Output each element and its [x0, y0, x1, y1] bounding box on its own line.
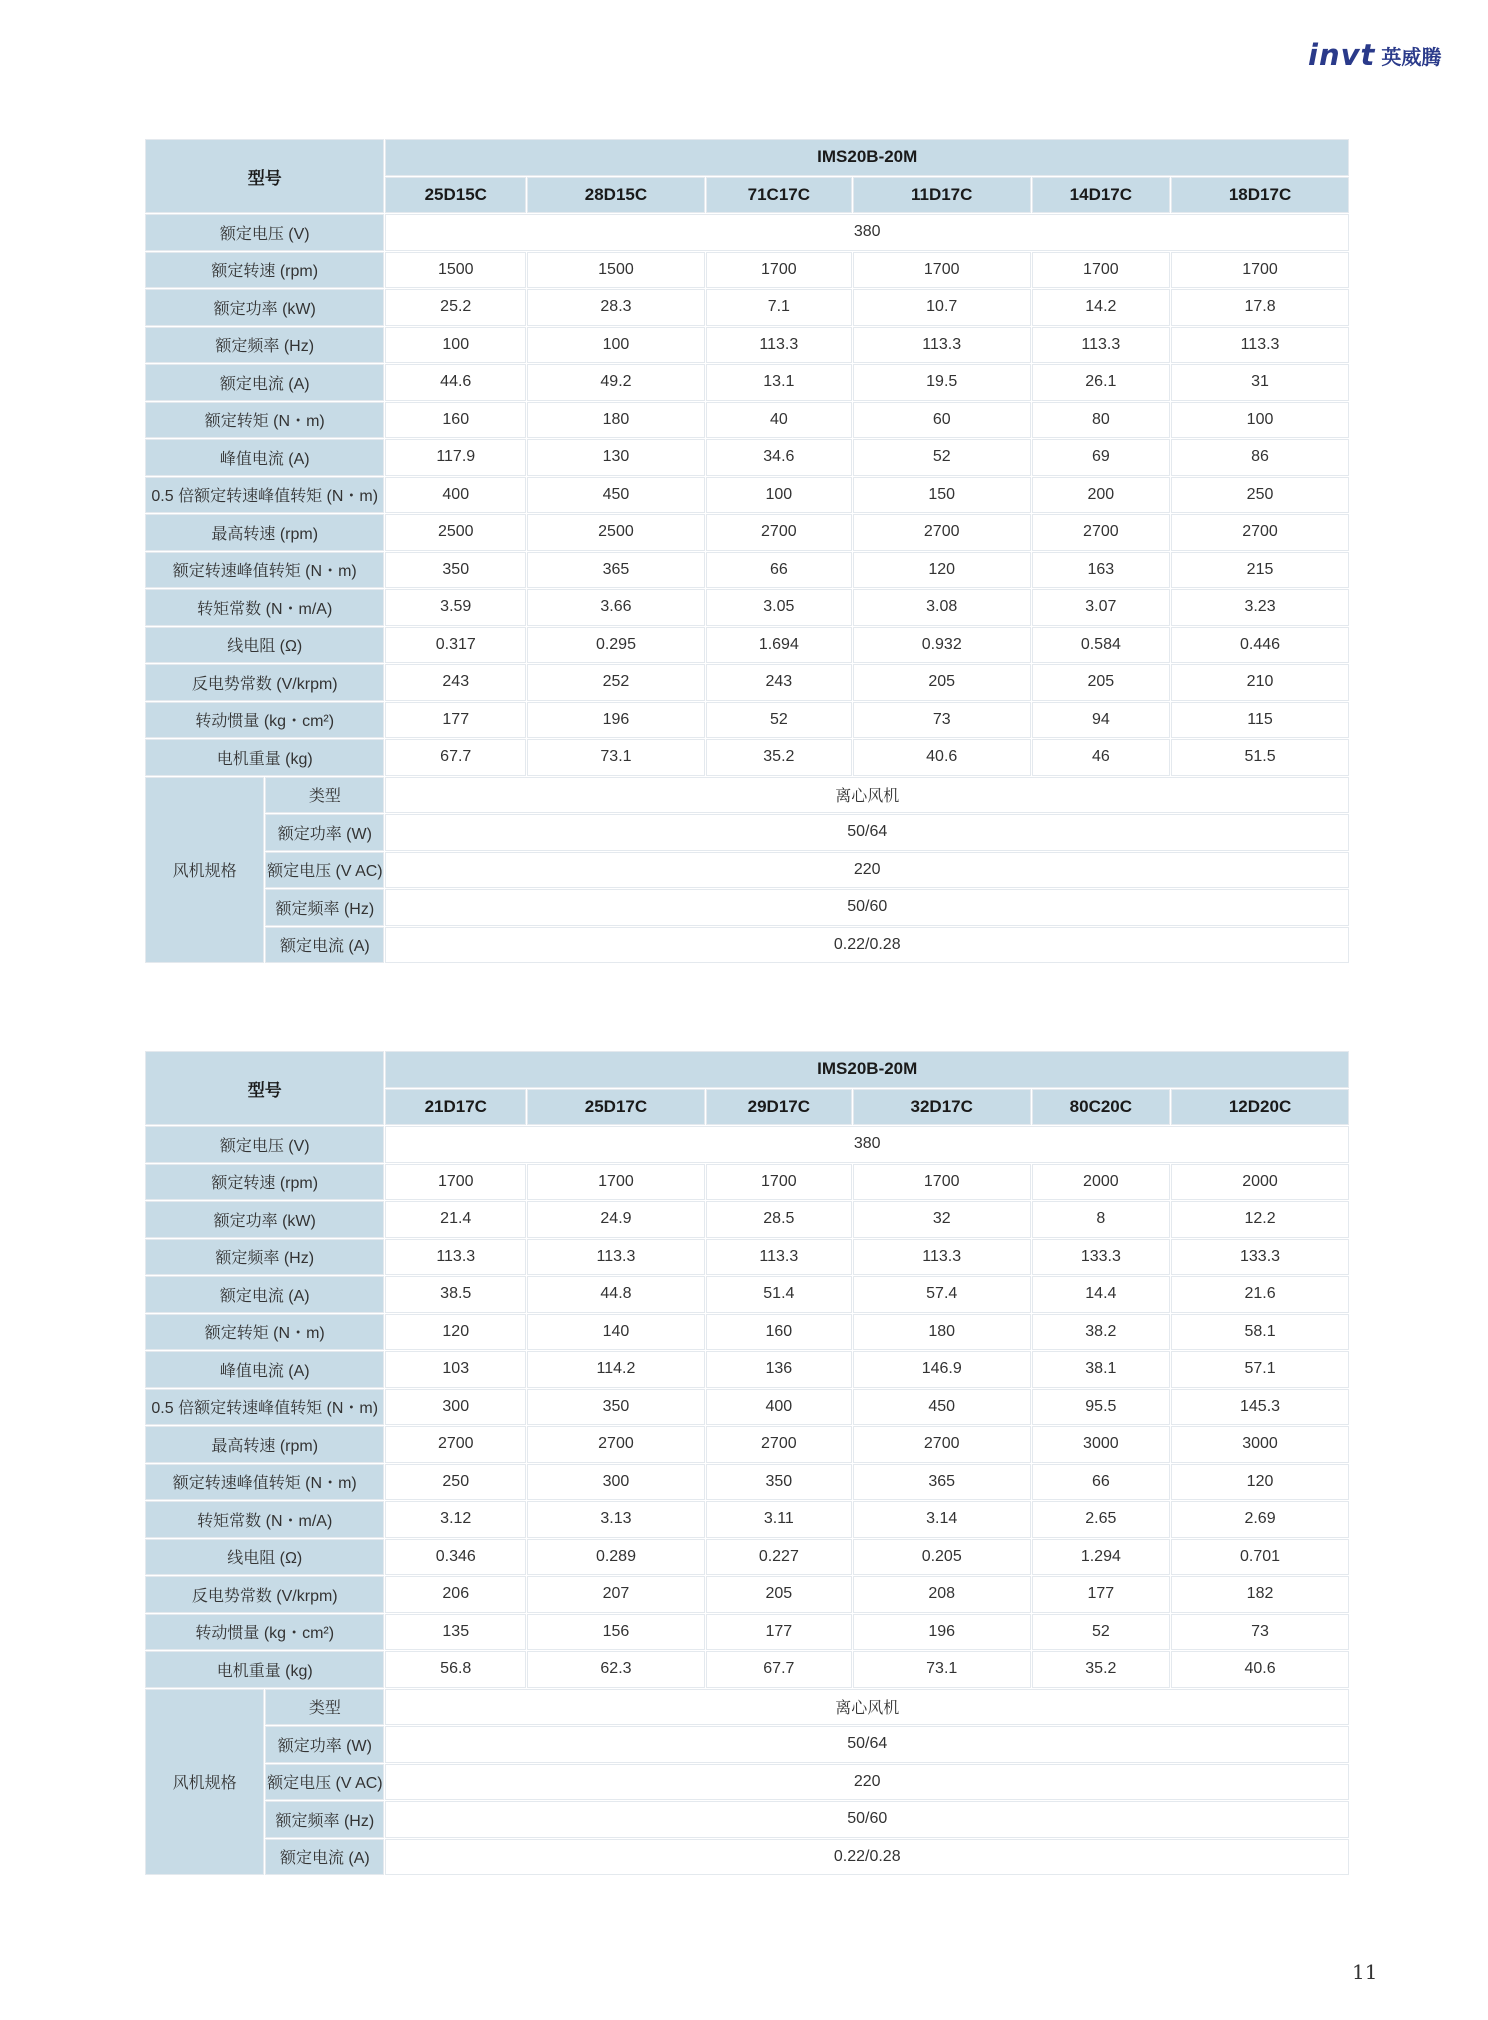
cell-value: 13.1: [707, 365, 851, 400]
cell-value: 0.289: [528, 1540, 704, 1575]
cell-value: 66: [707, 553, 851, 588]
cell-value: 12.2: [1172, 1202, 1348, 1237]
cell-value: 1700: [1172, 253, 1348, 288]
cell-value: 3.08: [854, 590, 1030, 625]
cell-value: 1700: [707, 253, 851, 288]
cell-value: 252: [528, 665, 704, 700]
cell-value: 400: [386, 478, 525, 513]
cell-value: 250: [386, 1465, 525, 1500]
cell-value: 380: [386, 1127, 1348, 1162]
cell-value: 136: [707, 1352, 851, 1387]
cell-value: 100: [707, 478, 851, 513]
row-label: 额定功率 (kW): [146, 290, 383, 325]
cell-value: 1700: [1033, 253, 1169, 288]
cell-value: 1700: [854, 1165, 1030, 1200]
row-label: 额定频率 (Hz): [146, 1240, 383, 1275]
cell-value: 0.701: [1172, 1540, 1348, 1575]
cell-value: 3.11: [707, 1502, 851, 1537]
cell-value: 26.1: [1033, 365, 1169, 400]
cell-value: 243: [707, 665, 851, 700]
row-label: 电机重量 (kg): [146, 1652, 383, 1687]
cell-value: 3.14: [854, 1502, 1030, 1537]
cell-value: 1.694: [707, 628, 851, 663]
cell-value: 450: [854, 1390, 1030, 1425]
cell-value: 40.6: [854, 740, 1030, 775]
cell-value: 58.1: [1172, 1315, 1348, 1350]
row-label: 转矩常数 (N・m/A): [146, 1502, 383, 1537]
model-label: 型号: [146, 140, 383, 212]
table-row: [146, 215, 1348, 250]
fan-row: [146, 778, 1348, 813]
table-row: [146, 1165, 1348, 1200]
fan-value: 离心风机: [386, 778, 1348, 813]
cell-value: 205: [854, 665, 1030, 700]
model-code: 21D17C: [386, 1090, 525, 1125]
cell-value: 14.2: [1033, 290, 1169, 325]
fan-row: [146, 1765, 1348, 1800]
cell-value: 160: [707, 1315, 851, 1350]
cell-value: 8: [1033, 1202, 1169, 1237]
cell-value: 113.3: [386, 1240, 525, 1275]
brand-name: 英威腾: [1381, 44, 1442, 69]
fan-row-label: 额定功率 (W): [266, 1727, 383, 1762]
cell-value: 113.3: [854, 328, 1030, 363]
cell-value: 133.3: [1033, 1240, 1169, 1275]
cell-value: 120: [386, 1315, 525, 1350]
row-label: 峰值电流 (A): [146, 1352, 383, 1387]
cell-value: 38.5: [386, 1277, 525, 1312]
fan-row: [146, 890, 1348, 925]
cell-value: 133.3: [1172, 1240, 1348, 1275]
table-row: [146, 365, 1348, 400]
cell-value: 196: [854, 1615, 1030, 1650]
fan-value: 220: [386, 853, 1348, 888]
cell-value: 35.2: [1033, 1652, 1169, 1687]
cell-value: 69: [1033, 440, 1169, 475]
cell-value: 67.7: [707, 1652, 851, 1687]
cell-value: 3.05: [707, 590, 851, 625]
cell-value: 180: [528, 403, 704, 438]
row-label: 最高转速 (rpm): [146, 515, 383, 550]
row-label: 0.5 倍额定转速峰值转矩 (N・m): [146, 1390, 383, 1425]
cell-value: 0.932: [854, 628, 1030, 663]
cell-value: 21.4: [386, 1202, 525, 1237]
cell-value: 28.5: [707, 1202, 851, 1237]
fan-value: 220: [386, 1765, 1348, 1800]
cell-value: 2700: [1172, 515, 1348, 550]
model-code: 11D17C: [854, 178, 1030, 213]
fan-group-label: 风机规格: [146, 1690, 263, 1875]
fan-row-label: 额定频率 (Hz): [266, 1802, 383, 1837]
fan-row: [146, 853, 1348, 888]
row-label: 额定电压 (V): [146, 215, 383, 250]
fan-row-label: 额定频率 (Hz): [266, 890, 383, 925]
row-label: 转矩常数 (N・m/A): [146, 590, 383, 625]
cell-value: 1700: [386, 1165, 525, 1200]
cell-value: 2500: [528, 515, 704, 550]
cell-value: 115: [1172, 703, 1348, 738]
row-label: 额定转速峰值转矩 (N・m): [146, 1465, 383, 1500]
cell-value: 57.4: [854, 1277, 1030, 1312]
cell-value: 0.446: [1172, 628, 1348, 663]
cell-value: 200: [1033, 478, 1169, 513]
cell-value: 2700: [707, 1427, 851, 1462]
cell-value: 113.3: [707, 328, 851, 363]
cell-value: 250: [1172, 478, 1348, 513]
row-label: 峰值电流 (A): [146, 440, 383, 475]
fan-group-label: 风机规格: [146, 778, 263, 963]
cell-value: 100: [1172, 403, 1348, 438]
cell-value: 177: [386, 703, 525, 738]
cell-value: 21.6: [1172, 1277, 1348, 1312]
cell-value: 113.3: [1172, 328, 1348, 363]
cell-value: 145.3: [1172, 1390, 1348, 1425]
cell-value: 86: [1172, 440, 1348, 475]
cell-value: 28.3: [528, 290, 704, 325]
cell-value: 2.69: [1172, 1502, 1348, 1537]
fan-value: 50/60: [386, 890, 1348, 925]
cell-value: 180: [854, 1315, 1030, 1350]
cell-value: 62.3: [528, 1652, 704, 1687]
row-label: 额定电流 (A): [146, 365, 383, 400]
cell-value: 300: [528, 1465, 704, 1500]
cell-value: 400: [707, 1390, 851, 1425]
cell-value: 40: [707, 403, 851, 438]
cell-value: 177: [707, 1615, 851, 1650]
page-number: 11: [1352, 1960, 1378, 1984]
cell-value: 365: [854, 1465, 1030, 1500]
table-row: [146, 665, 1348, 700]
cell-value: 3.59: [386, 590, 525, 625]
cell-value: 100: [386, 328, 525, 363]
table-row: [146, 1540, 1348, 1575]
cell-value: 215: [1172, 553, 1348, 588]
brand-mark: invt: [1308, 38, 1376, 72]
cell-value: 0.584: [1033, 628, 1169, 663]
model-code: 71C17C: [707, 178, 851, 213]
cell-value: 38.2: [1033, 1315, 1169, 1350]
cell-value: 10.7: [854, 290, 1030, 325]
cell-value: 19.5: [854, 365, 1030, 400]
model-code: 25D15C: [386, 178, 525, 213]
model-code: 14D17C: [1033, 178, 1169, 213]
series-name: IMS20B-20M: [386, 1052, 1348, 1087]
table-row: [146, 628, 1348, 663]
table-row: [146, 1127, 1348, 1162]
cell-value: 196: [528, 703, 704, 738]
table-row: [146, 1202, 1348, 1237]
model-code: 29D17C: [707, 1090, 851, 1125]
cell-value: 150: [854, 478, 1030, 513]
table-row: [146, 440, 1348, 475]
cell-value: 140: [528, 1315, 704, 1350]
cell-value: 210: [1172, 665, 1348, 700]
model-code: 18D17C: [1172, 178, 1348, 213]
row-label: 电机重量 (kg): [146, 740, 383, 775]
cell-value: 130: [528, 440, 704, 475]
cell-value: 177: [1033, 1577, 1169, 1612]
table-row: [146, 1390, 1348, 1425]
table-row: [146, 553, 1348, 588]
model-code: 25D17C: [528, 1090, 704, 1125]
cell-value: 2700: [854, 515, 1030, 550]
cell-value: 0.227: [707, 1540, 851, 1575]
cell-value: 120: [1172, 1465, 1348, 1500]
series-name: IMS20B-20M: [386, 140, 1348, 175]
cell-value: 146.9: [854, 1352, 1030, 1387]
cell-value: 52: [1033, 1615, 1169, 1650]
cell-value: 113.3: [1033, 328, 1169, 363]
cell-value: 44.6: [386, 365, 525, 400]
table-row: [146, 290, 1348, 325]
fan-value: 离心风机: [386, 1690, 1348, 1725]
row-label: 线电阻 (Ω): [146, 628, 383, 663]
cell-value: 2700: [1033, 515, 1169, 550]
table-row: [146, 1315, 1348, 1350]
row-label: 反电势常数 (V/krpm): [146, 1577, 383, 1612]
fan-row-label: 额定电流 (A): [266, 928, 383, 963]
cell-value: 117.9: [386, 440, 525, 475]
cell-value: 95.5: [1033, 1390, 1169, 1425]
cell-value: 120: [854, 553, 1030, 588]
cell-value: 2700: [528, 1427, 704, 1462]
cell-value: 3.13: [528, 1502, 704, 1537]
cell-value: 3.23: [1172, 590, 1348, 625]
model-code: 28D15C: [528, 178, 704, 213]
table-row: [146, 590, 1348, 625]
cell-value: 103: [386, 1352, 525, 1387]
table-row: [146, 253, 1348, 288]
row-label: 额定转矩 (N・m): [146, 403, 383, 438]
row-label: 额定转速峰值转矩 (N・m): [146, 553, 383, 588]
cell-value: 114.2: [528, 1352, 704, 1387]
row-label: 转动惯量 (kg・cm²): [146, 703, 383, 738]
cell-value: 80: [1033, 403, 1169, 438]
table-row: [146, 1502, 1348, 1537]
cell-value: 1500: [386, 253, 525, 288]
row-label: 额定转矩 (N・m): [146, 1315, 383, 1350]
cell-value: 113.3: [707, 1240, 851, 1275]
cell-value: 1700: [707, 1165, 851, 1200]
table-row: [146, 1240, 1348, 1275]
fan-value: 0.22/0.28: [386, 928, 1348, 963]
cell-value: 1700: [854, 253, 1030, 288]
cell-value: 3.12: [386, 1502, 525, 1537]
cell-value: 46: [1033, 740, 1169, 775]
fan-row: [146, 1840, 1348, 1875]
cell-value: 206: [386, 1577, 525, 1612]
cell-value: 66: [1033, 1465, 1169, 1500]
cell-value: 3.07: [1033, 590, 1169, 625]
cell-value: 1500: [528, 253, 704, 288]
cell-value: 51.5: [1172, 740, 1348, 775]
cell-value: 3.66: [528, 590, 704, 625]
fan-row-label: 类型: [266, 778, 383, 813]
model-code: 32D17C: [854, 1090, 1030, 1125]
cell-value: 2000: [1172, 1165, 1348, 1200]
fan-row-label: 额定功率 (W): [266, 815, 383, 850]
cell-value: 2700: [386, 1427, 525, 1462]
brand-logo: [1308, 38, 1441, 72]
cell-value: 2700: [707, 515, 851, 550]
cell-value: 51.4: [707, 1277, 851, 1312]
cell-value: 17.8: [1172, 290, 1348, 325]
table-row: [146, 328, 1348, 363]
cell-value: 40.6: [1172, 1652, 1348, 1687]
cell-value: 31: [1172, 365, 1348, 400]
row-label: 额定电压 (V): [146, 1127, 383, 1162]
cell-value: 38.1: [1033, 1352, 1169, 1387]
cell-value: 0.346: [386, 1540, 525, 1575]
cell-value: 365: [528, 553, 704, 588]
cell-value: 156: [528, 1615, 704, 1650]
fan-row: [146, 1802, 1348, 1837]
fan-row-label: 类型: [266, 1690, 383, 1725]
cell-value: 182: [1172, 1577, 1348, 1612]
table-row: [146, 1615, 1348, 1650]
header-row: [146, 140, 1348, 175]
cell-value: 60: [854, 403, 1030, 438]
cell-value: 380: [386, 215, 1348, 250]
header-row: [146, 1052, 1348, 1087]
spec-table-1: [143, 137, 1351, 965]
cell-value: 1700: [528, 1165, 704, 1200]
cell-value: 300: [386, 1390, 525, 1425]
row-label: 线电阻 (Ω): [146, 1540, 383, 1575]
cell-value: 113.3: [854, 1240, 1030, 1275]
cell-value: 14.4: [1033, 1277, 1169, 1312]
row-label: 反电势常数 (V/krpm): [146, 665, 383, 700]
cell-value: 0.205: [854, 1540, 1030, 1575]
cell-value: 205: [1033, 665, 1169, 700]
cell-value: 2.65: [1033, 1502, 1169, 1537]
cell-value: 163: [1033, 553, 1169, 588]
table-row: [146, 515, 1348, 550]
cell-value: 24.9: [528, 1202, 704, 1237]
cell-value: 3000: [1033, 1427, 1169, 1462]
cell-value: 350: [528, 1390, 704, 1425]
row-label: 最高转速 (rpm): [146, 1427, 383, 1462]
cell-value: 67.7: [386, 740, 525, 775]
cell-value: 52: [854, 440, 1030, 475]
cell-value: 73: [854, 703, 1030, 738]
table-row: [146, 1277, 1348, 1312]
fan-value: 50/64: [386, 815, 1348, 850]
table-row: [146, 1652, 1348, 1687]
cell-value: 113.3: [528, 1240, 704, 1275]
model-code: 12D20C: [1172, 1090, 1348, 1125]
cell-value: 450: [528, 478, 704, 513]
fan-row: [146, 1690, 1348, 1725]
cell-value: 7.1: [707, 290, 851, 325]
table-row: [146, 703, 1348, 738]
cell-value: 160: [386, 403, 525, 438]
cell-value: 208: [854, 1577, 1030, 1612]
cell-value: 2700: [854, 1427, 1030, 1462]
cell-value: 25.2: [386, 290, 525, 325]
cell-value: 52: [707, 703, 851, 738]
cell-value: 1.294: [1033, 1540, 1169, 1575]
fan-value: 0.22/0.28: [386, 1840, 1348, 1875]
spec-table-2: [143, 1049, 1351, 1877]
cell-value: 73.1: [854, 1652, 1030, 1687]
fan-row-label: 额定电压 (V AC): [266, 853, 383, 888]
cell-value: 207: [528, 1577, 704, 1612]
row-label: 额定转速 (rpm): [146, 1165, 383, 1200]
fan-value: 50/60: [386, 1802, 1348, 1837]
cell-value: 35.2: [707, 740, 851, 775]
cell-value: 2000: [1033, 1165, 1169, 1200]
cell-value: 205: [707, 1577, 851, 1612]
model-code: 80C20C: [1033, 1090, 1169, 1125]
cell-value: 0.295: [528, 628, 704, 663]
cell-value: 0.317: [386, 628, 525, 663]
row-label: 0.5 倍额定转速峰值转矩 (N・m): [146, 478, 383, 513]
table-row: [146, 403, 1348, 438]
cell-value: 2500: [386, 515, 525, 550]
cell-value: 243: [386, 665, 525, 700]
model-label: 型号: [146, 1052, 383, 1124]
row-label: 额定频率 (Hz): [146, 328, 383, 363]
cell-value: 57.1: [1172, 1352, 1348, 1387]
row-label: 额定转速 (rpm): [146, 253, 383, 288]
cell-value: 350: [386, 553, 525, 588]
fan-row: [146, 1727, 1348, 1762]
row-label: 额定功率 (kW): [146, 1202, 383, 1237]
fan-row-label: 额定电压 (V AC): [266, 1765, 383, 1800]
cell-value: 100: [528, 328, 704, 363]
cell-value: 350: [707, 1465, 851, 1500]
table-row: [146, 1427, 1348, 1462]
cell-value: 32: [854, 1202, 1030, 1237]
row-label: 转动惯量 (kg・cm²): [146, 1615, 383, 1650]
cell-value: 94: [1033, 703, 1169, 738]
cell-value: 34.6: [707, 440, 851, 475]
cell-value: 3000: [1172, 1427, 1348, 1462]
cell-value: 49.2: [528, 365, 704, 400]
cell-value: 44.8: [528, 1277, 704, 1312]
fan-row-label: 额定电流 (A): [266, 1840, 383, 1875]
cell-value: 73: [1172, 1615, 1348, 1650]
row-label: 额定电流 (A): [146, 1277, 383, 1312]
fan-row: [146, 815, 1348, 850]
cell-value: 73.1: [528, 740, 704, 775]
table-row: [146, 478, 1348, 513]
table-row: [146, 1577, 1348, 1612]
cell-value: 135: [386, 1615, 525, 1650]
table-row: [146, 1352, 1348, 1387]
table-row: [146, 1465, 1348, 1500]
table-row: [146, 740, 1348, 775]
cell-value: 56.8: [386, 1652, 525, 1687]
fan-value: 50/64: [386, 1727, 1348, 1762]
fan-row: [146, 928, 1348, 963]
